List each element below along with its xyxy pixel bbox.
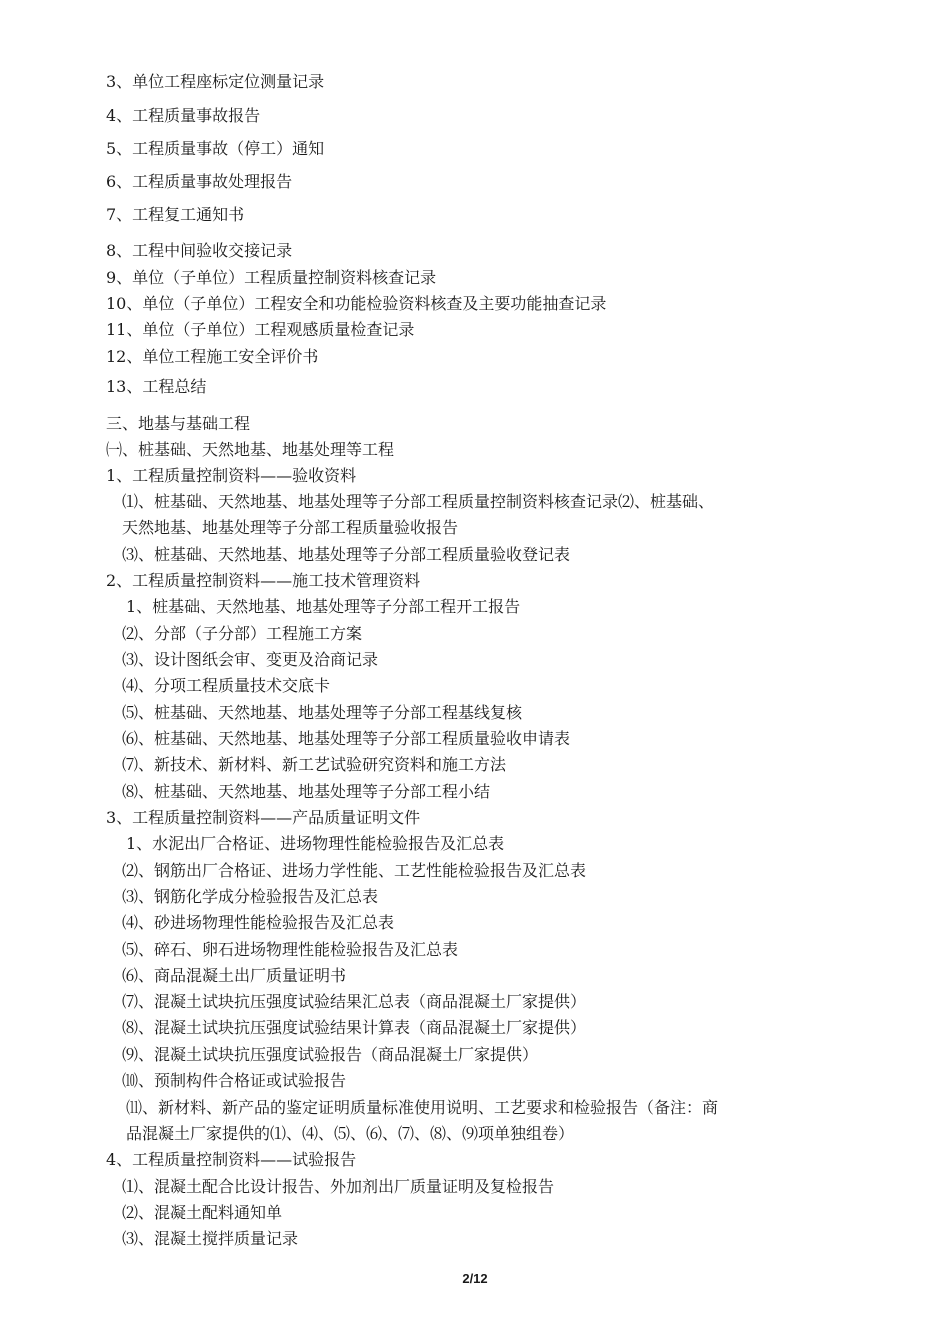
text-line-27: 3、工程质量控制资料——产品质量证明文件 xyxy=(106,808,421,827)
text-line-29: ⑵、钢筋出厂合格证、进场力学性能、工艺性能检验报告及汇总表 xyxy=(122,861,587,880)
text-line-32: ⑸、碎石、卵石进场物理性能检验报告及汇总表 xyxy=(122,940,459,959)
text-line-11: 13、工程总结 xyxy=(106,377,207,396)
section-heading: 三、地基与基础工程 xyxy=(106,414,251,433)
text-line-16: 天然地基、地基处理等子分部工程质量验收报告 xyxy=(122,518,459,537)
text-line-21: ⑶、设计图纸会审、变更及洽商记录 xyxy=(122,650,379,669)
text-line-22: ⑷、分项工程质量技术交底卡 xyxy=(122,676,331,695)
text-line-39: 品混凝土厂家提供的⑴、⑷、⑸、⑹、⑺、⑻、⑼项单独组卷） xyxy=(126,1124,575,1143)
text-line-14: 1、工程质量控制资料——验收资料 xyxy=(106,466,357,485)
text-line-42: ⑵、混凝土配料通知单 xyxy=(122,1203,283,1222)
text-line-20: ⑵、分部（子分部）工程施工方案 xyxy=(122,624,363,643)
text-line-4: 6、工程质量事故处理报告 xyxy=(106,172,293,191)
text-line-34: ⑺、混凝土试块抗压强度试验结果汇总表（商品混凝土厂家提供） xyxy=(122,992,587,1011)
text-line-24: ⑹、桩基础、天然地基、地基处理等子分部工程质量验收申请表 xyxy=(122,729,571,748)
text-line-3: 5、工程质量事故（停工）通知 xyxy=(106,139,325,158)
text-line-7: 9、单位（子单位）工程质量控制资料核查记录 xyxy=(106,268,437,287)
text-line-17: ⑶、桩基础、天然地基、地基处理等子分部工程质量验收登记表 xyxy=(122,545,571,564)
text-line-1: 3、单位工程座标定位测量记录 xyxy=(106,72,325,91)
text-line-43: ⑶、混凝土搅拌质量记录 xyxy=(122,1229,299,1248)
text-line-38: ⑾、新材料、新产品的鉴定证明质量标准使用说明、工艺要求和检验报告（备注：商 xyxy=(126,1098,719,1117)
text-line-15: ⑴、桩基础、天然地基、地基处理等子分部工程质量控制资料核查记录⑵、桩基础、 xyxy=(122,492,715,511)
text-line-5: 7、工程复工通知书 xyxy=(106,205,245,224)
text-line-33: ⑹、商品混凝土出厂质量证明书 xyxy=(122,966,347,985)
text-line-37: ⑽、预制构件合格证或试验报告 xyxy=(122,1071,347,1090)
text-line-40: 4、工程质量控制资料——试验报告 xyxy=(106,1150,357,1169)
text-line-23: ⑸、桩基础、天然地基、地基处理等子分部工程基线复核 xyxy=(122,703,523,722)
text-line-35: ⑻、混凝土试块抗压强度试验结果计算表（商品混凝土厂家提供） xyxy=(122,1018,587,1037)
text-line-36: ⑼、混凝土试块抗压强度试验报告（商品混凝土厂家提供） xyxy=(122,1045,539,1064)
text-line-19: 1、桩基础、天然地基、地基处理等子分部工程开工报告 xyxy=(126,597,521,616)
text-line-31: ⑷、砂进场物理性能检验报告及汇总表 xyxy=(122,913,395,932)
text-line-26: ⑻、桩基础、天然地基、地基处理等子分部工程小结 xyxy=(122,782,491,801)
subsection-heading: ㈠、桩基础、天然地基、地基处理等工程 xyxy=(106,440,395,459)
text-line-30: ⑶、钢筋化学成分检验报告及汇总表 xyxy=(122,887,379,906)
text-line-10: 12、单位工程施工安全评价书 xyxy=(106,347,319,366)
text-line-9: 11、单位（子单位）工程观感质量检查记录 xyxy=(106,320,415,339)
text-line-25: ⑺、新技术、新材料、新工艺试验研究资料和施工方法 xyxy=(122,755,507,774)
page-number: 2/12 xyxy=(462,1271,488,1286)
text-line-41: ⑴、混凝土配合比设计报告、外加剂出厂质量证明及复检报告 xyxy=(122,1177,555,1196)
text-line-2: 4、工程质量事故报告 xyxy=(106,106,261,125)
text-line-28: 1、水泥出厂合格证、进场物理性能检验报告及汇总表 xyxy=(126,834,505,853)
text-line-6: 8、工程中间验收交接记录 xyxy=(106,241,293,260)
text-line-8: 10、单位（子单位）工程安全和功能检验资料核查及主要功能抽查记录 xyxy=(106,294,607,313)
text-line-18: 2、工程质量控制资料——施工技术管理资料 xyxy=(106,571,421,590)
